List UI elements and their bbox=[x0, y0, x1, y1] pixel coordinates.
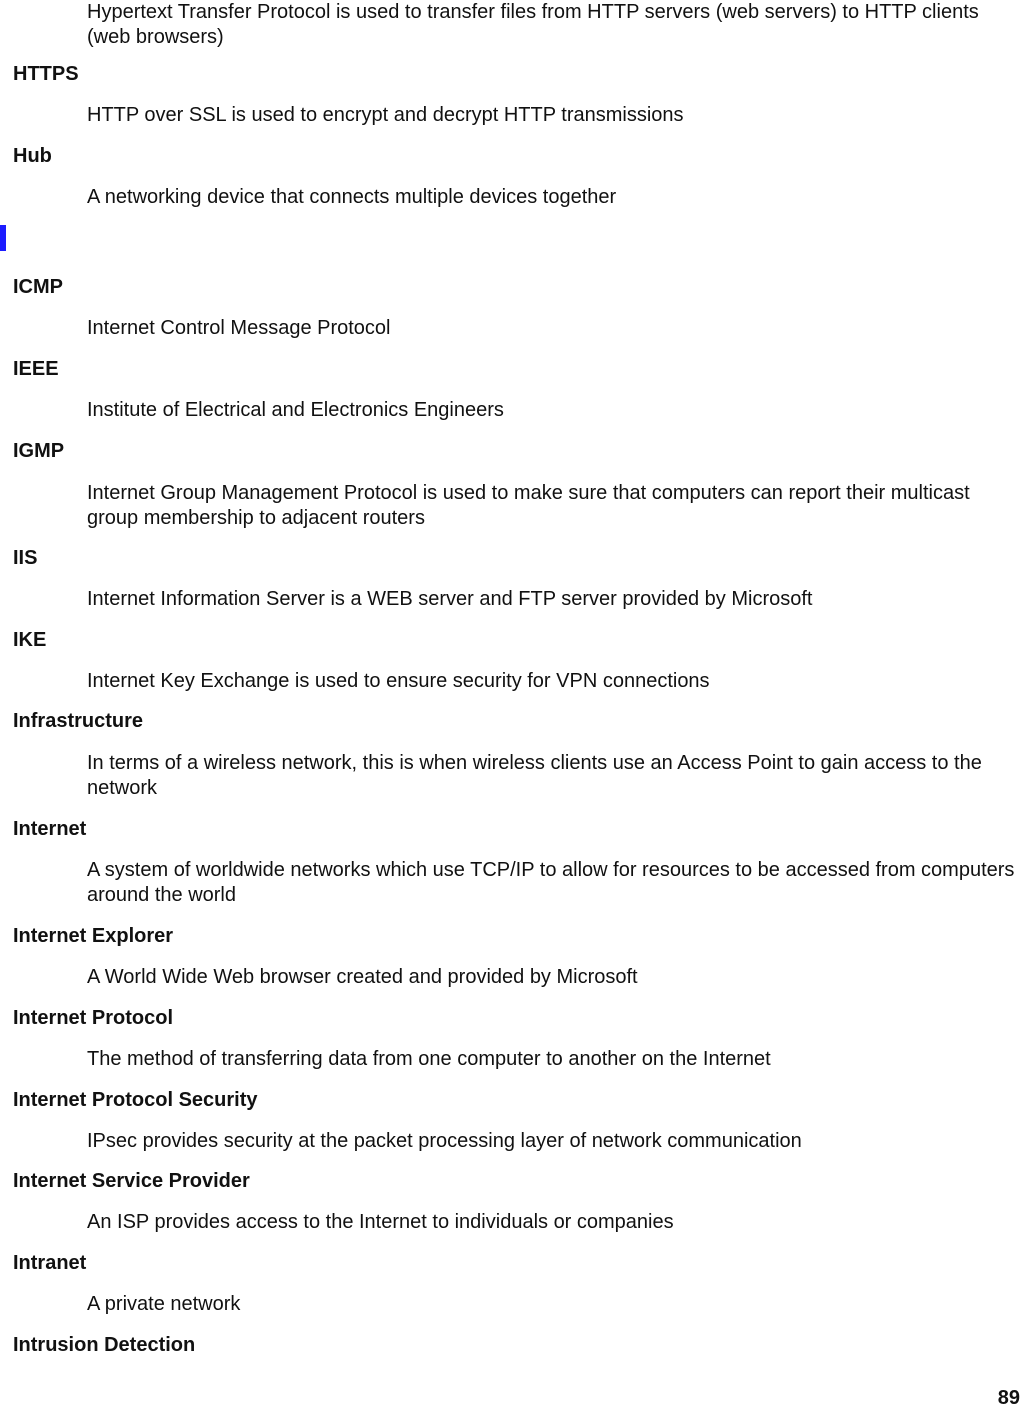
definition-internet-explorer: A World Wide Web browser created and provided by Microsoft bbox=[87, 966, 638, 988]
section-marker bbox=[0, 225, 6, 251]
term-igmp: IGMP bbox=[13, 440, 65, 462]
definition-igmp: Internet Group Management Protocol is used to make sure that computers can report their multicast group membership to adjacent routers bbox=[87, 482, 970, 529]
definition-iis: Internet Information Server is a WEB server and FTP server provided by Microsoft bbox=[87, 588, 813, 610]
term-ieee: IEEE bbox=[13, 358, 59, 380]
definition-icmp: Internet Control Message Protocol bbox=[87, 317, 391, 339]
term-iis: IIS bbox=[13, 547, 38, 569]
term-icmp: ICMP bbox=[13, 276, 63, 298]
page-number: 89 bbox=[997, 1387, 1020, 1409]
definition-internet-protocol: The method of transferring data from one computer to another on the Internet bbox=[87, 1048, 771, 1070]
term-https: HTTPS bbox=[13, 63, 79, 85]
term-infrastructure: Infrastructure bbox=[13, 710, 144, 732]
term-internet-protocol: Internet Protocol bbox=[13, 1007, 174, 1029]
term-internet-service-provider: Internet Service Provider bbox=[13, 1170, 250, 1192]
term-internet-explorer: Internet Explorer bbox=[13, 925, 174, 947]
term-internet-protocol-security: Internet Protocol Security bbox=[13, 1089, 258, 1111]
definition-internet-service-provider: An ISP provides access to the Internet to individuals or companies bbox=[87, 1211, 674, 1233]
definition-ike: Internet Key Exchange is used to ensure security for VPN connections bbox=[87, 670, 710, 692]
definition-infrastructure: In terms of a wireless network, this is when wireless clients use an Access Point to gain access to the network bbox=[87, 752, 982, 799]
term-ike: IKE bbox=[13, 629, 47, 651]
definition-intranet: A private network bbox=[87, 1293, 241, 1315]
term-intrusion-detection: Intrusion Detection bbox=[13, 1334, 196, 1356]
definition-http: Hypertext Transfer Protocol is used to transfer files from HTTP servers (web servers) to HTTP clients (web browsers) bbox=[87, 1, 979, 48]
definition-ieee: Institute of Electrical and Electronics Engineers bbox=[87, 399, 504, 421]
definition-internet-protocol-security: IPsec provides security at the packet processing layer of network communication bbox=[87, 1130, 802, 1152]
definition-hub: A networking device that connects multiple devices together bbox=[87, 186, 617, 208]
term-hub: Hub bbox=[13, 145, 52, 167]
term-internet: Internet bbox=[13, 818, 87, 840]
definition-https: HTTP over SSL is used to encrypt and decrypt HTTP transmissions bbox=[87, 104, 684, 126]
definition-internet: A system of worldwide networks which use TCP/IP to allow for resources to be accessed from computers around the world bbox=[87, 859, 1015, 906]
term-intranet: Intranet bbox=[13, 1252, 87, 1274]
